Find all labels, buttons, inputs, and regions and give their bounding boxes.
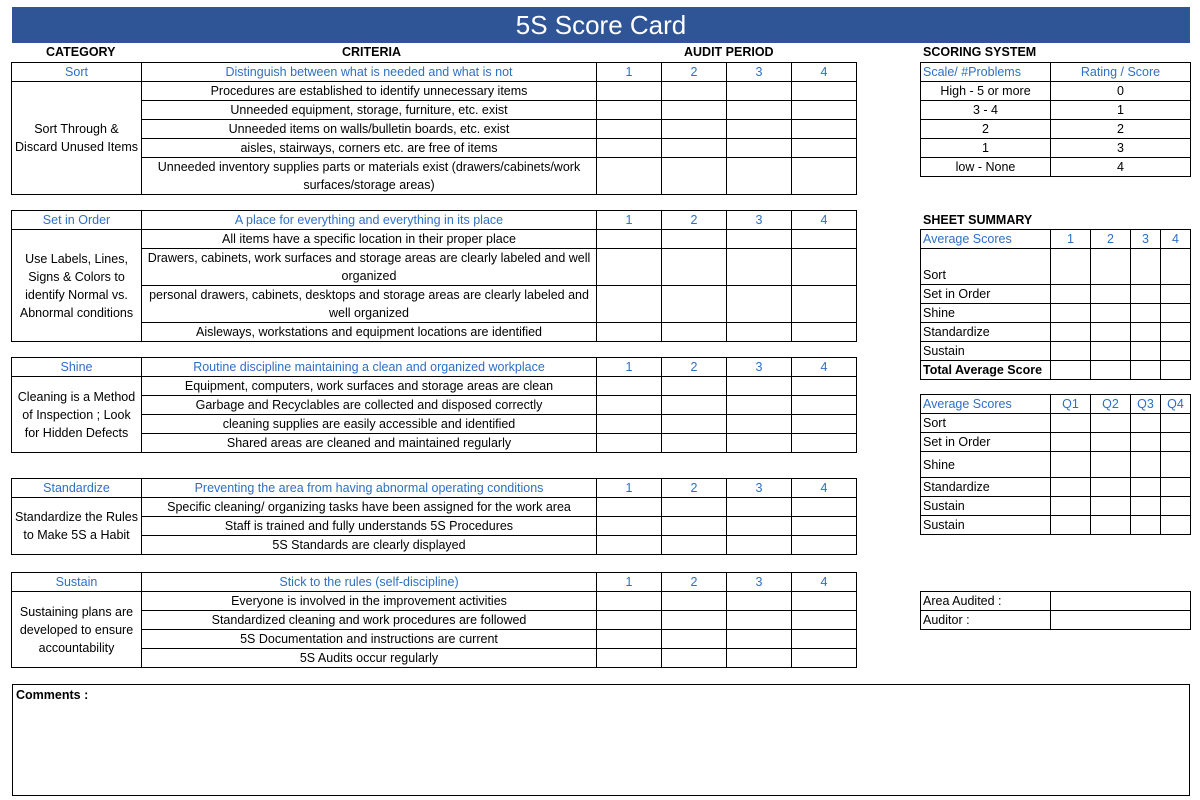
summary-row-label: Set in Order bbox=[921, 285, 1051, 304]
summary-col: 1 bbox=[1051, 230, 1091, 249]
total-average-label: Total Average Score bbox=[921, 361, 1051, 380]
scoring-scale: 3 - 4 bbox=[921, 101, 1051, 120]
criteria-item: Aisleways, workstations and equipment locations are identified bbox=[142, 323, 597, 342]
summary-cell[interactable] bbox=[1091, 249, 1131, 285]
comments-label: Comments : bbox=[16, 688, 89, 702]
summary-cell[interactable] bbox=[1131, 249, 1161, 285]
scoring-scale: 1 bbox=[921, 139, 1051, 158]
score-cell[interactable] bbox=[597, 630, 662, 649]
score-cell[interactable] bbox=[662, 434, 727, 453]
section-sustain bbox=[11, 572, 857, 668]
summary-col: 3 bbox=[1131, 230, 1161, 249]
score-cell[interactable] bbox=[727, 323, 792, 342]
criteria-item: Shared areas are cleaned and maintained regularly bbox=[142, 434, 597, 453]
section-standardize bbox=[11, 478, 857, 555]
criteria-item: 5S Audits occur regularly bbox=[142, 649, 597, 668]
score-cell[interactable] bbox=[792, 158, 857, 195]
area-audited-field[interactable] bbox=[1051, 592, 1191, 611]
section-header: Routine discipline maintaining a clean and organized workplace bbox=[142, 358, 597, 377]
period-label: 2 bbox=[662, 573, 727, 592]
score-cell[interactable] bbox=[792, 396, 857, 415]
score-cell[interactable] bbox=[727, 139, 792, 158]
period-label: 1 bbox=[597, 573, 662, 592]
summary-cell[interactable] bbox=[1161, 478, 1191, 497]
score-cell[interactable] bbox=[597, 611, 662, 630]
sheet-summary-header: SHEET SUMMARY bbox=[923, 213, 1033, 227]
score-cell[interactable] bbox=[662, 396, 727, 415]
summary-cell[interactable] bbox=[1161, 497, 1191, 516]
summary-header: Average Scores bbox=[921, 230, 1051, 249]
score-cell[interactable] bbox=[597, 286, 662, 323]
criteria-item: 5S Documentation and instructions are current bbox=[142, 630, 597, 649]
score-cell[interactable] bbox=[597, 158, 662, 195]
summary-row-label: Sustain bbox=[921, 342, 1051, 361]
score-cell[interactable] bbox=[597, 517, 662, 536]
section-name: Sustain bbox=[12, 573, 142, 592]
scoring-col-rating: Rating / Score bbox=[1051, 63, 1191, 82]
summary-header: Average Scores bbox=[921, 395, 1051, 414]
score-cell[interactable] bbox=[727, 82, 792, 101]
summary-cell[interactable] bbox=[1051, 452, 1091, 478]
period-label: 1 bbox=[597, 479, 662, 498]
score-cell[interactable] bbox=[792, 415, 857, 434]
score-cell[interactable] bbox=[792, 536, 857, 555]
section-name: Set in Order bbox=[12, 211, 142, 230]
period-label: 3 bbox=[727, 479, 792, 498]
score-cell[interactable] bbox=[662, 611, 727, 630]
summary-col: Q3 bbox=[1131, 395, 1161, 414]
summary-row-label: Sort bbox=[921, 414, 1051, 433]
score-cell[interactable] bbox=[727, 249, 792, 286]
score-cell[interactable] bbox=[597, 377, 662, 396]
summary-cell[interactable] bbox=[1091, 414, 1131, 433]
summary-cell[interactable] bbox=[1091, 452, 1131, 478]
summary-row-label: Shine bbox=[921, 304, 1051, 323]
period-label: 4 bbox=[792, 358, 857, 377]
criteria-item: aisles, stairways, corners etc. are free of items bbox=[142, 139, 597, 158]
section-description: Use Labels, Lines, Signs & Colors to identify Normal vs. Abnormal conditions bbox=[12, 230, 142, 342]
summary-cell[interactable] bbox=[1131, 478, 1161, 497]
score-cell[interactable] bbox=[792, 230, 857, 249]
area-audited-label: Area Audited : bbox=[921, 592, 1051, 611]
audit-period-header: AUDIT PERIOD bbox=[684, 45, 774, 59]
scoring-system-table bbox=[920, 62, 1191, 177]
score-cell[interactable] bbox=[597, 323, 662, 342]
summary-cell[interactable] bbox=[1161, 304, 1191, 323]
scoring-rating: 3 bbox=[1051, 139, 1191, 158]
criteria-header: CRITERIA bbox=[342, 45, 402, 59]
audit-info-table bbox=[920, 591, 1191, 630]
summary-row-label: Standardize bbox=[921, 323, 1051, 342]
summary-cell[interactable] bbox=[1161, 342, 1191, 361]
period-label: 1 bbox=[597, 358, 662, 377]
score-cell[interactable] bbox=[662, 415, 727, 434]
summary-row-label: Sort bbox=[921, 249, 1051, 285]
summary-cell[interactable] bbox=[1161, 414, 1191, 433]
summary-col: 4 bbox=[1161, 230, 1191, 249]
score-cell[interactable] bbox=[727, 498, 792, 517]
score-cell[interactable] bbox=[662, 230, 727, 249]
score-cell[interactable] bbox=[727, 649, 792, 668]
score-cell[interactable] bbox=[792, 498, 857, 517]
criteria-item: Garbage and Recyclables are collected and disposed correctly bbox=[142, 396, 597, 415]
summary-cell[interactable] bbox=[1131, 452, 1161, 478]
section-description: Standardize the Rules to Make 5S a Habit bbox=[12, 498, 142, 555]
scoring-scale: High - 5 or more bbox=[921, 82, 1051, 101]
section-description: Sustaining plans are developed to ensure accountability bbox=[12, 592, 142, 668]
summary-col: 2 bbox=[1091, 230, 1131, 249]
summary-cell[interactable] bbox=[1131, 323, 1161, 342]
summary-cell[interactable] bbox=[1131, 516, 1161, 535]
summary-cell[interactable] bbox=[1051, 433, 1091, 452]
summary-by-quarter-table bbox=[920, 394, 1191, 535]
criteria-item: All items have a specific location in their proper place bbox=[142, 230, 597, 249]
summary-col: Q2 bbox=[1091, 395, 1131, 414]
period-label: 3 bbox=[727, 63, 792, 82]
summary-cell[interactable] bbox=[1091, 497, 1131, 516]
score-cell[interactable] bbox=[662, 139, 727, 158]
summary-cell[interactable] bbox=[1091, 304, 1131, 323]
comments-box[interactable] bbox=[12, 684, 1190, 796]
score-cell[interactable] bbox=[792, 139, 857, 158]
summary-cell[interactable] bbox=[1051, 249, 1091, 285]
score-cell[interactable] bbox=[662, 101, 727, 120]
summary-row-label: Set in Order bbox=[921, 433, 1051, 452]
criteria-item: Unneeded inventory supplies parts or materials exist (drawers/cabinets/work surfaces/storage areas) bbox=[142, 158, 597, 195]
score-cell[interactable] bbox=[792, 517, 857, 536]
score-cell[interactable] bbox=[792, 101, 857, 120]
summary-cell[interactable] bbox=[1091, 516, 1131, 535]
score-cell[interactable] bbox=[597, 120, 662, 139]
period-label: 2 bbox=[662, 479, 727, 498]
score-cell[interactable] bbox=[792, 323, 857, 342]
scoring-rating: 2 bbox=[1051, 120, 1191, 139]
score-cell[interactable] bbox=[597, 434, 662, 453]
score-cell[interactable] bbox=[792, 434, 857, 453]
score-cell[interactable] bbox=[597, 498, 662, 517]
period-label: 1 bbox=[597, 211, 662, 230]
score-cell[interactable] bbox=[792, 120, 857, 139]
score-cell[interactable] bbox=[662, 323, 727, 342]
period-label: 3 bbox=[727, 358, 792, 377]
summary-cell[interactable] bbox=[1091, 433, 1131, 452]
criteria-item: Drawers, cabinets, work surfaces and storage areas are clearly labeled and well organized bbox=[142, 249, 597, 286]
summary-cell[interactable] bbox=[1131, 497, 1161, 516]
score-cell[interactable] bbox=[727, 630, 792, 649]
score-cell[interactable] bbox=[727, 434, 792, 453]
criteria-item: Specific cleaning/ organizing tasks have been assigned for the work area bbox=[142, 498, 597, 517]
summary-cell[interactable] bbox=[1131, 361, 1161, 380]
summary-cell[interactable] bbox=[1051, 361, 1091, 380]
score-cell[interactable] bbox=[792, 82, 857, 101]
period-label: 3 bbox=[727, 573, 792, 592]
section-shine bbox=[11, 357, 857, 453]
score-cell[interactable] bbox=[662, 592, 727, 611]
summary-col: Q4 bbox=[1161, 395, 1191, 414]
page-title: 5S Score Card bbox=[12, 7, 1190, 43]
summary-cell[interactable] bbox=[1161, 516, 1191, 535]
summary-cell[interactable] bbox=[1051, 516, 1091, 535]
period-label: 2 bbox=[662, 358, 727, 377]
section-name: Standardize bbox=[12, 479, 142, 498]
summary-cell[interactable] bbox=[1131, 414, 1161, 433]
score-cell[interactable] bbox=[727, 158, 792, 195]
summary-cell[interactable] bbox=[1051, 342, 1091, 361]
score-cell[interactable] bbox=[792, 649, 857, 668]
score-cell[interactable] bbox=[597, 396, 662, 415]
scoring-rating: 1 bbox=[1051, 101, 1191, 120]
section-description: Cleaning is a Method of Inspection ; Look for Hidden Defects bbox=[12, 377, 142, 453]
criteria-item: Unneeded items on walls/bulletin boards, etc. exist bbox=[142, 120, 597, 139]
summary-row-label: Shine bbox=[921, 452, 1051, 478]
criteria-item: Staff is trained and fully understands 5S Procedures bbox=[142, 517, 597, 536]
score-cell[interactable] bbox=[662, 249, 727, 286]
summary-by-period-table bbox=[920, 229, 1191, 380]
summary-cell[interactable] bbox=[1051, 323, 1091, 342]
summary-cell[interactable] bbox=[1161, 285, 1191, 304]
score-cell[interactable] bbox=[662, 158, 727, 195]
summary-cell[interactable] bbox=[1091, 342, 1131, 361]
summary-cell[interactable] bbox=[1051, 497, 1091, 516]
period-label: 4 bbox=[792, 479, 857, 498]
period-label: 3 bbox=[727, 211, 792, 230]
summary-cell[interactable] bbox=[1051, 414, 1091, 433]
score-cell[interactable] bbox=[662, 120, 727, 139]
summary-cell[interactable] bbox=[1131, 342, 1161, 361]
scoring-rating: 4 bbox=[1051, 158, 1191, 177]
period-label: 1 bbox=[597, 63, 662, 82]
criteria-item: Unneeded equipment, storage, furniture, etc. exist bbox=[142, 101, 597, 120]
score-cell[interactable] bbox=[597, 139, 662, 158]
score-cell[interactable] bbox=[792, 630, 857, 649]
scoring-rating: 0 bbox=[1051, 82, 1191, 101]
score-cell[interactable] bbox=[597, 230, 662, 249]
score-cell[interactable] bbox=[662, 377, 727, 396]
period-label: 4 bbox=[792, 63, 857, 82]
score-cell[interactable] bbox=[727, 120, 792, 139]
score-cell[interactable] bbox=[792, 249, 857, 286]
summary-cell[interactable] bbox=[1161, 452, 1191, 478]
criteria-item: Equipment, computers, work surfaces and storage areas are clean bbox=[142, 377, 597, 396]
period-label: 2 bbox=[662, 63, 727, 82]
score-cell[interactable] bbox=[597, 249, 662, 286]
score-cell[interactable] bbox=[597, 592, 662, 611]
score-cell[interactable] bbox=[597, 82, 662, 101]
category-header: CATEGORY bbox=[46, 45, 116, 59]
score-cell[interactable] bbox=[662, 649, 727, 668]
section-header: Distinguish between what is needed and what is not bbox=[142, 63, 597, 82]
scoring-col-scale: Scale/ #Problems bbox=[921, 63, 1051, 82]
summary-cell[interactable] bbox=[1091, 361, 1131, 380]
period-label: 4 bbox=[792, 211, 857, 230]
score-cell[interactable] bbox=[727, 536, 792, 555]
section-header: Preventing the area from having abnormal operating conditions bbox=[142, 479, 597, 498]
summary-cell[interactable] bbox=[1091, 285, 1131, 304]
summary-cell[interactable] bbox=[1051, 478, 1091, 497]
section-description: Sort Through & Discard Unused Items bbox=[12, 82, 142, 195]
score-cell[interactable] bbox=[727, 230, 792, 249]
period-label: 4 bbox=[792, 573, 857, 592]
section-header: Stick to the rules (self-discipline) bbox=[142, 573, 597, 592]
criteria-item: Procedures are established to identify unnecessary items bbox=[142, 82, 597, 101]
score-cell[interactable] bbox=[662, 630, 727, 649]
score-cell[interactable] bbox=[662, 82, 727, 101]
section-name: Sort bbox=[12, 63, 142, 82]
summary-cell[interactable] bbox=[1051, 304, 1091, 323]
summary-col: Q1 bbox=[1051, 395, 1091, 414]
score-cell[interactable] bbox=[597, 415, 662, 434]
summary-cell[interactable] bbox=[1131, 285, 1161, 304]
score-cell[interactable] bbox=[792, 611, 857, 630]
period-label: 2 bbox=[662, 211, 727, 230]
criteria-item: personal drawers, cabinets, desktops and storage areas are clearly labeled and well organized bbox=[142, 286, 597, 323]
summary-cell[interactable] bbox=[1091, 478, 1131, 497]
score-cell[interactable] bbox=[792, 286, 857, 323]
score-cell[interactable] bbox=[662, 536, 727, 555]
summary-cell[interactable] bbox=[1131, 304, 1161, 323]
score-cell[interactable] bbox=[792, 592, 857, 611]
score-cell[interactable] bbox=[662, 286, 727, 323]
score-cell[interactable] bbox=[727, 101, 792, 120]
criteria-item: cleaning supplies are easily accessible and identified bbox=[142, 415, 597, 434]
score-cell[interactable] bbox=[597, 536, 662, 555]
criteria-item: Everyone is involved in the improvement activities bbox=[142, 592, 597, 611]
score-cell[interactable] bbox=[662, 498, 727, 517]
summary-cell[interactable] bbox=[1091, 323, 1131, 342]
scoring-scale: low - None bbox=[921, 158, 1051, 177]
score-cell[interactable] bbox=[662, 517, 727, 536]
score-cell[interactable] bbox=[727, 286, 792, 323]
scoring-scale: 2 bbox=[921, 120, 1051, 139]
score-cell[interactable] bbox=[597, 101, 662, 120]
summary-row-label: Sustain bbox=[921, 516, 1051, 535]
summary-cell[interactable] bbox=[1051, 285, 1091, 304]
score-cell[interactable] bbox=[597, 649, 662, 668]
score-cell[interactable] bbox=[727, 592, 792, 611]
score-cell[interactable] bbox=[727, 377, 792, 396]
section-header: A place for everything and everything in its place bbox=[142, 211, 597, 230]
score-cell[interactable] bbox=[727, 517, 792, 536]
summary-cell[interactable] bbox=[1161, 323, 1191, 342]
section-name: Shine bbox=[12, 358, 142, 377]
summary-row-label: Sustain bbox=[921, 497, 1051, 516]
scoring-system-header: SCORING SYSTEM bbox=[923, 45, 1037, 59]
section-sort bbox=[11, 62, 857, 195]
auditor-field[interactable] bbox=[1051, 611, 1191, 630]
section-set-in-order bbox=[11, 210, 857, 342]
auditor-label: Auditor : bbox=[921, 611, 1051, 630]
score-cell[interactable] bbox=[727, 415, 792, 434]
score-cell[interactable] bbox=[792, 377, 857, 396]
summary-cell[interactable] bbox=[1161, 249, 1191, 285]
summary-row-label: Standardize bbox=[921, 478, 1051, 497]
summary-cell[interactable] bbox=[1131, 433, 1161, 452]
summary-cell[interactable] bbox=[1161, 433, 1191, 452]
criteria-item: Standardized cleaning and work procedures are followed bbox=[142, 611, 597, 630]
summary-cell[interactable] bbox=[1161, 361, 1191, 380]
score-cell[interactable] bbox=[727, 611, 792, 630]
criteria-item: 5S Standards are clearly displayed bbox=[142, 536, 597, 555]
score-cell[interactable] bbox=[727, 396, 792, 415]
